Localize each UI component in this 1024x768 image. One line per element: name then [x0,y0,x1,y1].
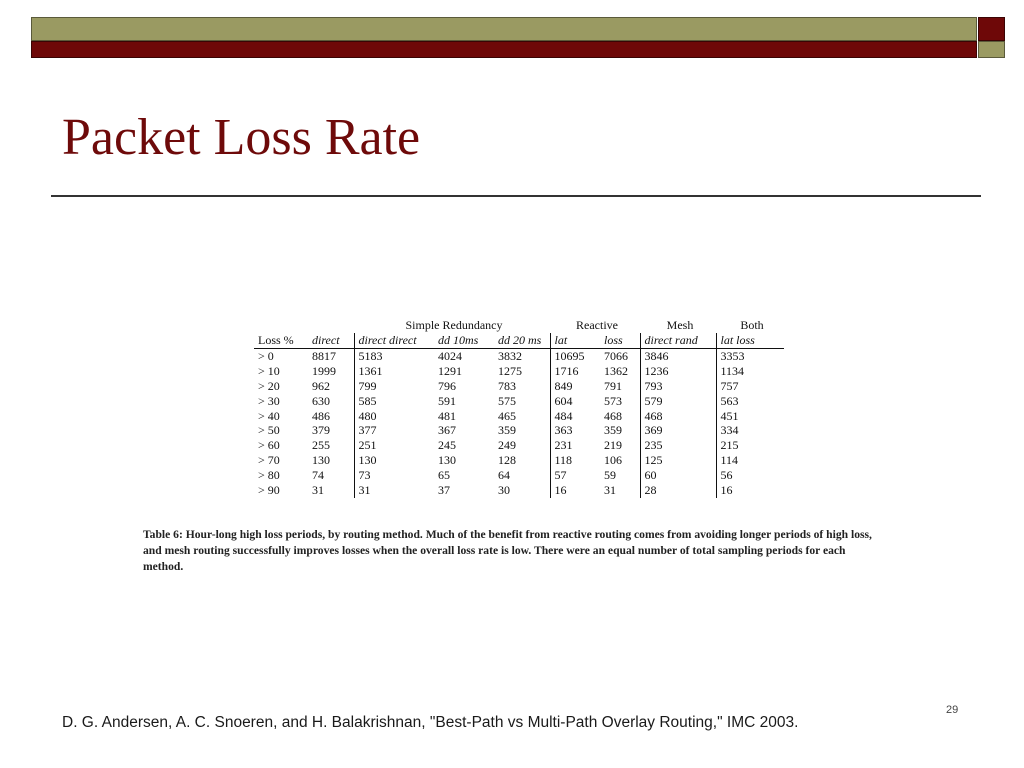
table-cell: 130 [354,453,434,468]
col-header: Loss % [254,333,308,348]
table-cell: 57 [550,468,600,483]
table-cell: 65 [438,468,450,483]
table-row [254,379,784,394]
col-header: dd 10ms [434,333,494,348]
table-cell: 359 [604,423,622,438]
table-cell: 37 [438,483,450,498]
table-cell: 235 [640,438,716,453]
table-row [254,483,784,498]
header-bar-olive [31,17,977,41]
table-cell: 1134 [716,364,784,379]
table-cell: 962 [312,378,330,393]
table-cell: 64 [498,468,510,483]
table-cell: 10695 [550,348,600,363]
table-row [254,348,784,363]
table-cell: 3846 [640,348,716,363]
col-header: lat loss [716,333,784,348]
table-cell: 231 [550,438,600,453]
table-cell: 1291 [438,363,462,378]
table-cell: 7066 [604,348,628,363]
col-header: direct rand [640,333,716,348]
table-cell: 118 [550,453,600,468]
table-cell: 849 [550,379,600,394]
table-row [254,438,784,453]
header-bar-red [31,41,977,58]
group-header-row [254,318,784,333]
table-row [254,364,784,379]
column-header-row [254,333,784,348]
table-cell: 31 [312,483,324,498]
table-cell: > 0 [258,348,274,363]
table-cell: 5183 [354,348,434,363]
table-cell: 369 [640,423,716,438]
table-cell: 130 [312,453,330,468]
table-cell: 125 [640,453,716,468]
table-row [254,453,784,468]
table-row [254,468,784,483]
table-cell: 799 [354,379,434,394]
table-cell: 468 [604,408,622,423]
table-cell: 106 [604,453,622,468]
header-square-red [978,17,1005,41]
header-square-olive [978,41,1005,58]
table-cell: 114 [716,453,784,468]
table-cell: 465 [498,408,516,423]
citation: D. G. Andersen, A. C. Snoeren, and H. Balakrishnan, "Best-Path vs Multi-Path Overlay Routing," IMC 2003. [62,714,799,731]
table-cell: 59 [604,468,616,483]
table-cell: > 60 [258,438,280,453]
table-cell: 31 [604,483,616,498]
table-cell: 796 [438,378,456,393]
col-header: loss [600,333,640,348]
table-cell: 604 [550,394,600,409]
table-cell: 1275 [498,363,522,378]
group-mesh: Mesh [666,318,694,333]
table-cell: 16 [716,483,784,498]
table-cell: 60 [640,468,716,483]
table-cell: 1999 [312,363,336,378]
table-cell: 3832 [498,348,522,363]
table-cell: > 50 [258,423,280,438]
table-cell: 73 [354,468,434,483]
table-row [254,394,784,409]
table-cell: 573 [604,393,622,408]
table-cell: 1716 [550,364,600,379]
table-cell: 579 [640,394,716,409]
table-cell: 480 [354,409,434,424]
page-number: 29 [946,704,959,716]
table-cell: 56 [716,468,784,483]
group-reactive: Reactive [576,318,618,333]
table-cell: 3353 [716,348,784,363]
table-cell: 468 [640,409,716,424]
col-header: direct direct [354,333,434,348]
table-cell: 249 [498,438,516,453]
table-cell: 630 [312,393,330,408]
table-cell: 251 [354,438,434,453]
table-cell: 255 [312,438,330,453]
table-cell: 575 [498,393,516,408]
table-cell: 563 [716,394,784,409]
slide-title: Packet Loss Rate [62,109,421,166]
col-header: direct [308,333,354,348]
table-cell: 757 [716,379,784,394]
table-cell: 219 [604,438,622,453]
table-cell: 783 [498,378,516,393]
table-cell: > 80 [258,468,280,483]
table-cell: 4024 [438,348,462,363]
table-cell: 484 [550,409,600,424]
table-cell: 30 [498,483,510,498]
table-cell: 1236 [640,364,716,379]
table-cell: 1362 [604,363,628,378]
table-cell: 367 [438,423,456,438]
table-row [254,423,784,438]
table-cell: 377 [354,423,434,438]
table-caption: Table 6: Hour-long high loss periods, by routing method. Much of the benefit from reactive routing comes from avoiding longer periods of high loss, and mesh routing successfully improves losses when the overall loss rate is low. There were an equal number of total sampling periods for each method. [143,528,872,573]
title-divider [51,195,981,197]
table-row [254,409,784,424]
table-cell: 793 [640,379,716,394]
table-cell: 591 [438,393,456,408]
table-cell: 16 [550,483,600,498]
table-cell: 379 [312,423,330,438]
table-cell: 585 [354,394,434,409]
table-cell: 451 [716,409,784,424]
table-cell: 791 [604,378,622,393]
table-cell: 1361 [354,364,434,379]
col-header: dd 20 ms [494,333,550,348]
group-simple-redundancy: Simple Redundancy [405,318,503,333]
col-header: lat [550,333,600,348]
table-cell: 245 [438,438,456,453]
table-cell: > 20 [258,378,280,393]
table-cell: 8817 [312,348,336,363]
table-cell: 481 [438,408,456,423]
table-cell: > 70 [258,453,280,468]
table-cell: > 40 [258,408,280,423]
table-cell: 130 [438,453,456,468]
table-cell: 334 [716,423,784,438]
table-cell: 486 [312,408,330,423]
table-cell: 363 [550,423,600,438]
table-cell: 359 [498,423,516,438]
table-cell: 215 [716,438,784,453]
table-cell: 31 [354,483,434,498]
table-cell: > 30 [258,393,280,408]
table-cell: 28 [640,483,716,498]
table-cell: > 90 [258,483,280,498]
table-cell: 128 [498,453,516,468]
loss-table [254,318,784,498]
table-cell: 74 [312,468,324,483]
group-both: Both [740,318,764,333]
table-cell: > 10 [258,363,280,378]
